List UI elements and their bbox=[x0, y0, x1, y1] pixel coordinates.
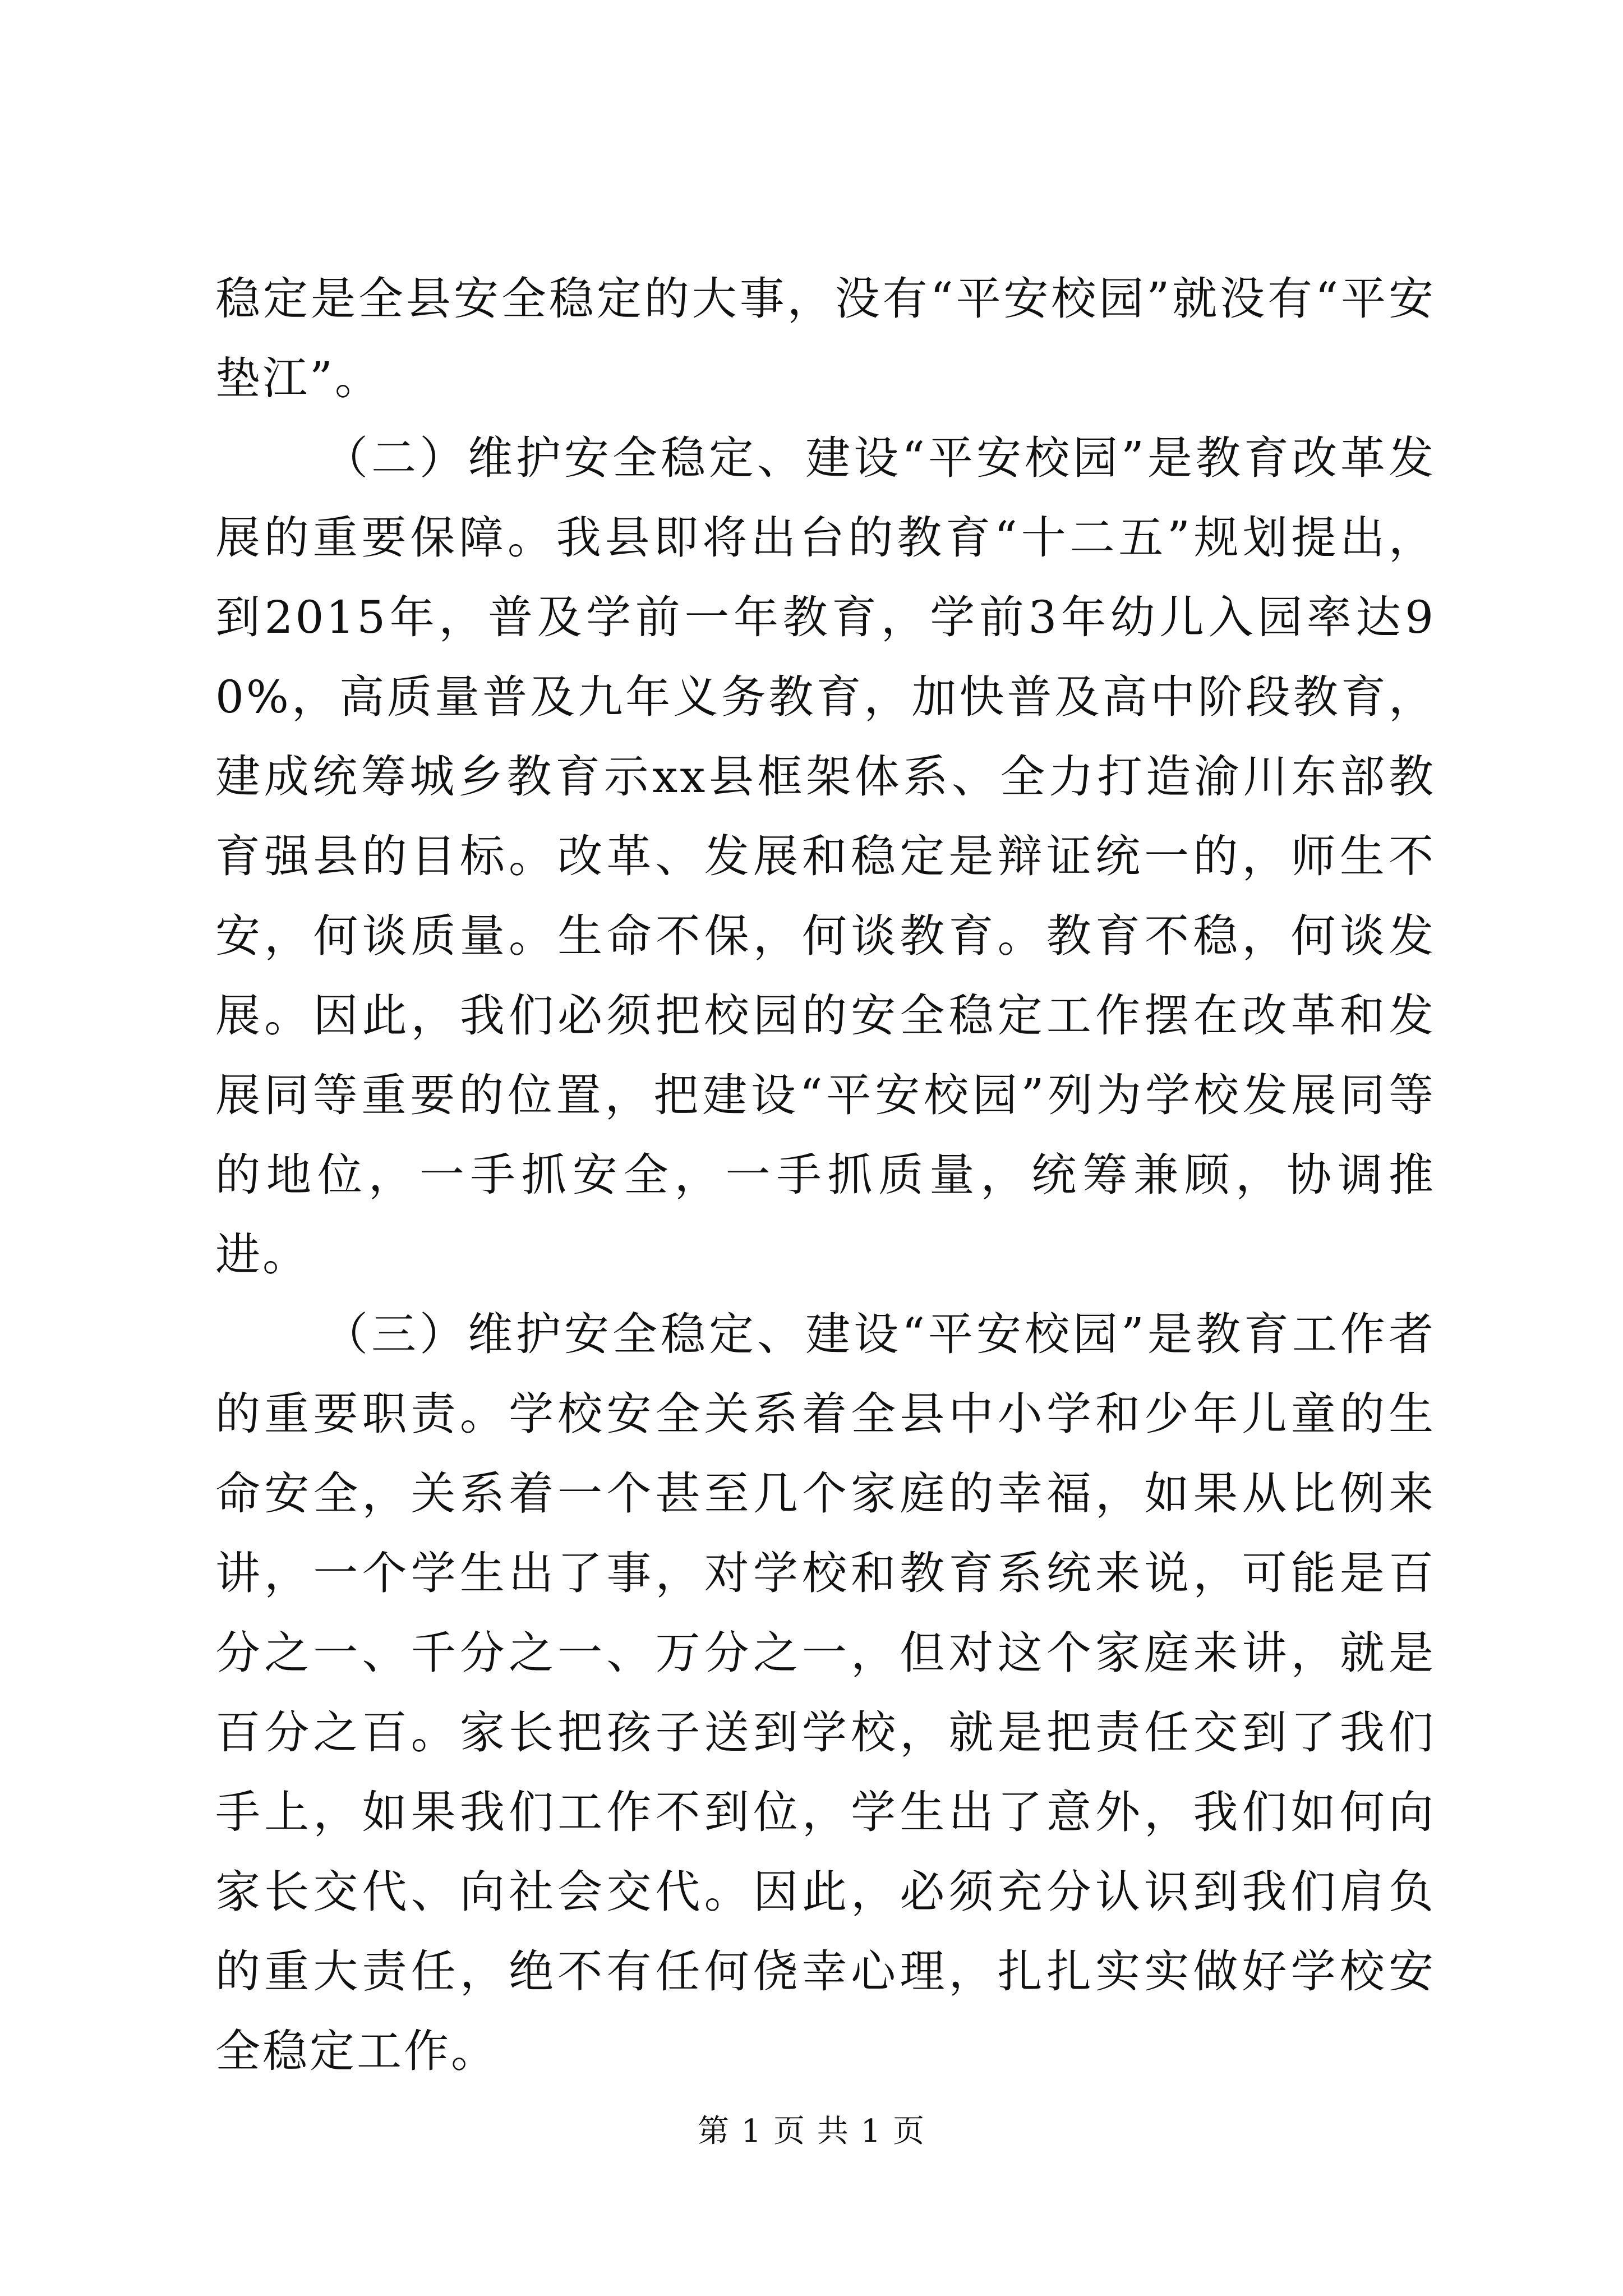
paragraph-continuation: 稳定是全县安全稳定的大事，没有“平安校园”就没有“平安垫江”。 bbox=[215, 273, 1436, 404]
page-footer: 第 1 页 共 1 页 bbox=[697, 2113, 926, 2150]
document-body bbox=[215, 259, 1436, 2091]
paragraph-section-two: （二）维护安全稳定、建设“平安校园”是教育改革发展的重要保障。我县即将出台的教育“十二五”规划提出，到2015年，普及学前一年教育，学前3年幼儿入园率达90%，高质量普及九年义务教育，加快普及高中阶段教育，建成统筹城乡教育示xx县框架体系、全力打造渝川东部教育强县的目标。改革、发展和稳定是辩证统一的，师生不安，何谈质量。生命不保，何谈教育。教育不稳，何谈发展。因此，我们必须把校园的安全稳定工作摆在改革和发展同等重要的位置，把建设“平安校园”列为学校发展同等的地位，一手抓安全，一手抓质量，统筹兼顾，协调推进。 bbox=[215, 432, 1436, 1281]
paragraph-section-three: （三）维护安全稳定、建设“平安校园”是教育工作者的重要职责。学校安全关系着全县中小学和少年儿童的生命安全，关系着一个甚至几个家庭的幸福，如果从比例来讲，一个学生出了事，对学校和教育系统来说，可能是百分之一、千分之一、万分之一，但对这个家庭来讲，就是百分之百。家长把孩子送到学校，就是把责任交到了我们手上，如果我们工作不到位，学生出了意外，我们如何向家长交代、向社会交代。因此，必须充分认识到我们肩负的重大责任，绝不有任何侥幸心理，扎扎实实做好学校安全稳定工作。 bbox=[215, 1308, 1436, 2077]
